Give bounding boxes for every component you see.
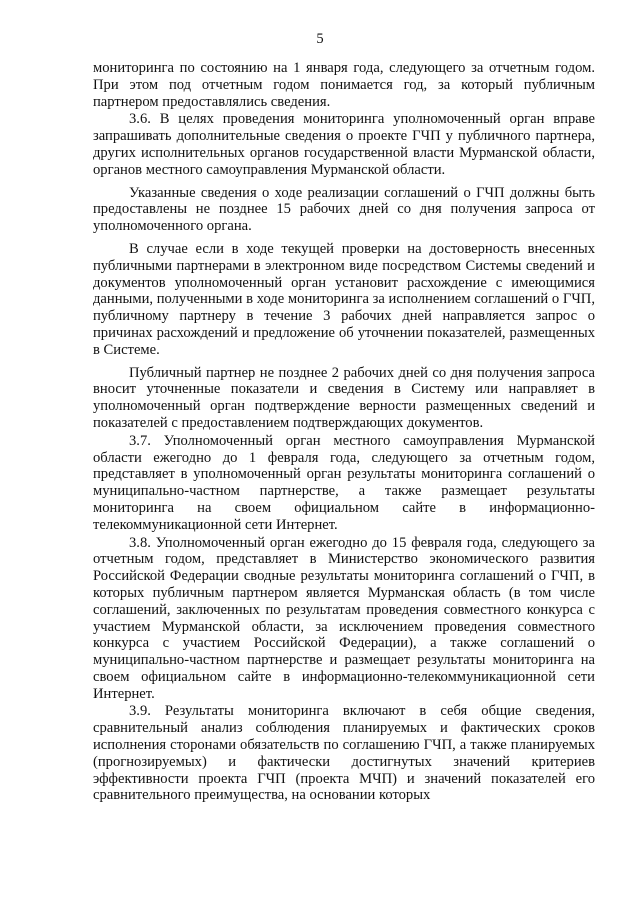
paragraph-monitoring-date: мониторинга по состоянию на 1 января года, следующего за отчетным годом. При этом под отчетным годом понимается год, за который публичным партнером предоставлялись сведения. [93,60,595,110]
paragraph-3-7: 3.7. Уполномоченный орган местного самоуправления Мурманской области ежегодно до 1 февраля года, следующего за отчетным годом, представляет в уполномоченный орган результаты мониторинга соглашений о муниципально-частном партнерстве, а также размещает результаты мониторинга на своем официальном сайте в информационно-телекоммуникационной сети Интернет. [93,432,595,533]
paragraph-deadline-15-days: Указанные сведения о ходе реализации соглашений о ГЧП должны быть предоставлены не позднее 15 рабочих дней со дня получения запроса от уполномоченного органа. [93,184,595,235]
paragraph-3-6: 3.6. В целях проведения мониторинга уполномоченный орган вправе запрашивать дополнительные сведения о проекте ГЧП у публичного партнера, других исполнительных органов государственной власти Мурманской области, органов местного самоуправления Мурманской области. [93,111,595,178]
page-number: 5 [316,31,324,47]
paragraph-3-8: 3.8. Уполномоченный орган ежегодно до 15 февраля года, следующего за отчетным годом, представляет в Министерство экономического развития Российской Федерации сводные результаты мониторинга соглашений о ГЧП, в которых публичным партнером является Мурманская область (в том числе соглашений, заключенных по результатам проведения совместного конкурса с участием Мурманской области, за исключением проведения совместного конкурса с участием Российской Федерации), а также соглашений о муниципально-частном партнерстве и размещает результаты мониторинга на своем официальном сайте в информационно-телекоммуникационной сети Интернет. [93,534,595,702]
paragraph-3-9: 3.9. Результаты мониторинга включают в себя общие сведения, сравнительный анализ соблюдения планируемых и фактических сроков исполнения сторонами обязательств по соглашению ГЧП, а также планируемых (прогнозируемых) и фактически достигнутых значений критериев эффективности проекта ГЧП (проекта МЧП) и значений показателей его сравнительного преимущества, на основании которых [93,703,595,804]
paragraph-public-partner: Публичный партнер не позднее 2 рабочих дней со дня получения запроса вносит уточненные показатели и сведения в Систему или направляет в уполномоченный орган подтверждение верности размещенных сведений и показателей с предоставлением подтверждающих документов. [93,364,595,431]
document-body [93,60,595,804]
paragraph-discrepancy: В случае если в ходе текущей проверки на достоверность внесенных публичными партнерами в электронном виде посредством Системы сведений и документов уполномоченный орган установит расхождение с имеющимися данными, полученными в ходе мониторинга за исполнением соглашений о ГЧП, публичному партнеру в течение 3 рабочих дней направляется запрос о причинах расхождений и предложение об уточнении показателей, размещенных в Системе. [93,240,595,358]
